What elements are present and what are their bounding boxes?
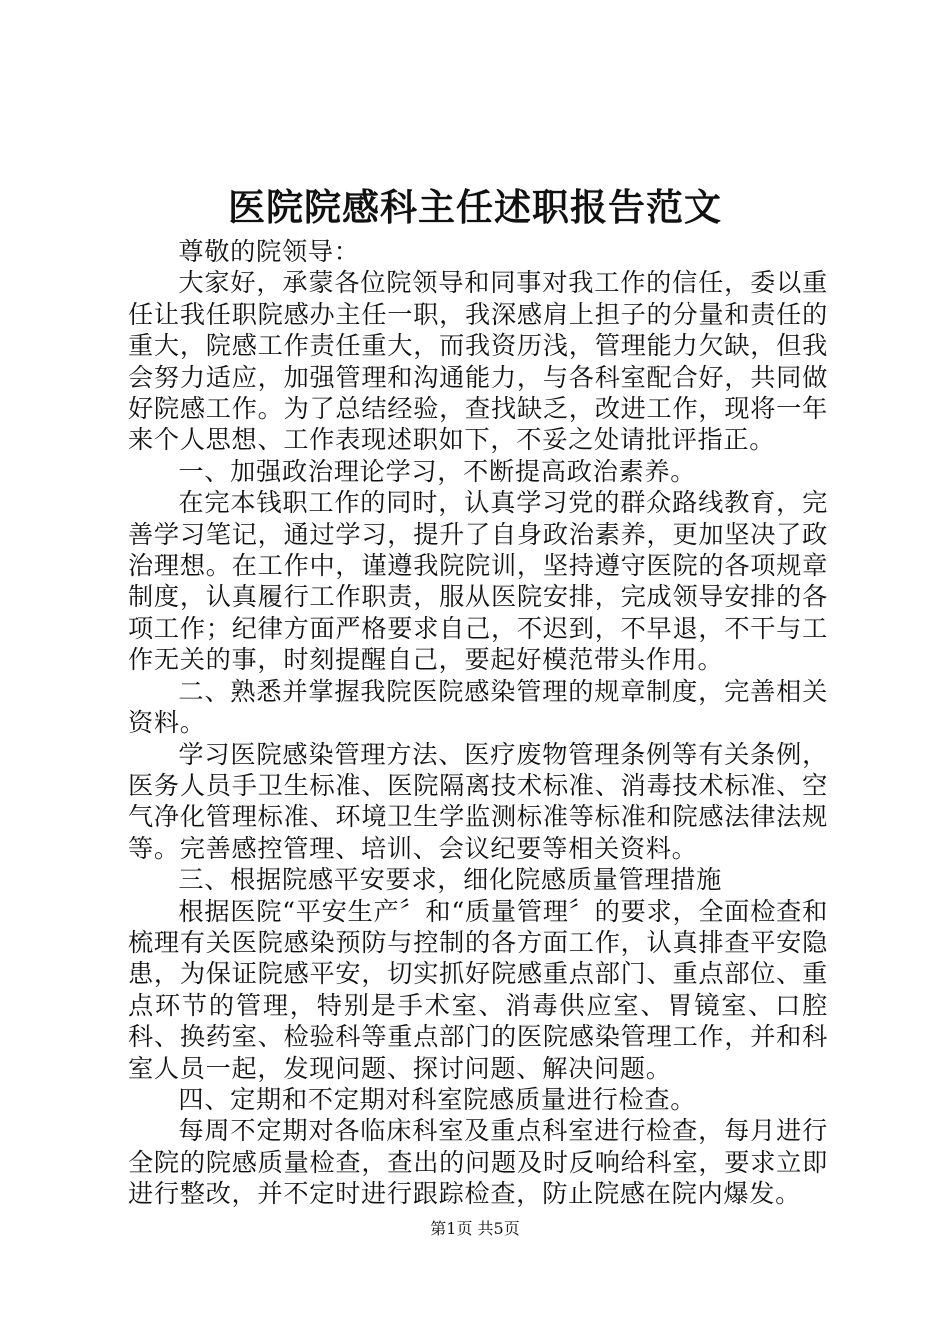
paragraph-section-4: 每周不定期对各临床科室及重点科室进行检查，每月进行全院的院感质量检查，查出的问题及时反响给科室，要求立即进行整改，并不定时进行跟踪检查，防止院感在院内爆发。 bbox=[128, 1116, 828, 1209]
section-heading-2: 二、熟悉并掌握我院医院感染管理的规章制度，完善相关资料。 bbox=[128, 676, 828, 738]
salutation: 尊敬的院领导： bbox=[178, 237, 360, 266]
paragraph-section-2: 学习医院感染管理方法、医疗废物管理条例等有关条例，医务人员手卫生标准、医院隔离技术标准、消毒技术标准、空气净化管理标准、环境卫生学监测标准等标准和院感法律法规等。完善感控管理、培训、会议纪要等相关资料。 bbox=[128, 739, 828, 863]
paragraph-section-3: 根据医院“平安生产〞和“质量管理〞的要求，全面检查和梳理有关医院感染预防与控制的各方面工作，认真排查平安隐患，为保证院感平安，切实抓好院感重点部门、重点部位、重点环节的管理，特别是手术室、消毒供应室、胃镜室、口腔科、换药室、检验科等重点部门的医院感染管理工作，并和科室人员一起，发现问题、探讨问题、解决问题。 bbox=[128, 896, 828, 1083]
paragraph-section-1: 在完本钱职工作的同时，认真学习党的群众路线教育，完善学习笔记，通过学习，提升了自身政治素养，更加坚决了政治理想。在工作中，谨遵我院院训，坚持遵守医院的各项规章制度，认真履行工作职责，服从医院安排，完成领导安排的各项工作；纪律方面严格要求自己，不迟到，不早退，不干与工作无关的事，时刻提醒自己，要起好模范带头作用。 bbox=[128, 488, 828, 675]
page-number-footer: 第1页 共5页 bbox=[430, 1219, 520, 1238]
document-title: 医院院感科主任述职报告范文 bbox=[228, 186, 722, 229]
section-heading-3: 三、根据院感平安要求，细化院感质量管理措施 bbox=[178, 865, 723, 895]
paragraph-intro: 大家好，承蒙各位院领导和同事对我工作的信任，委以重任让我任职院感办主任一职，我深感肩上担子的分量和责任的重大，院感工作责任重大，而我资历浅，管理能力欠缺，但我会努力适应，加强管理和沟通能力，与各科室配合好，共同做好院感工作。为了总结经验，查找缺乏，改进工作，现将一年来个人思想、工作表现述职如下，不妥之处请批评指正。 bbox=[128, 268, 828, 455]
document-body bbox=[128, 236, 828, 1210]
section-heading-4: 四、定期和不定期对科室院感质量进行检查。 bbox=[178, 1084, 697, 1114]
section-heading-1: 一、加强政治理论学习，不断提高政治素养。 bbox=[178, 456, 697, 486]
